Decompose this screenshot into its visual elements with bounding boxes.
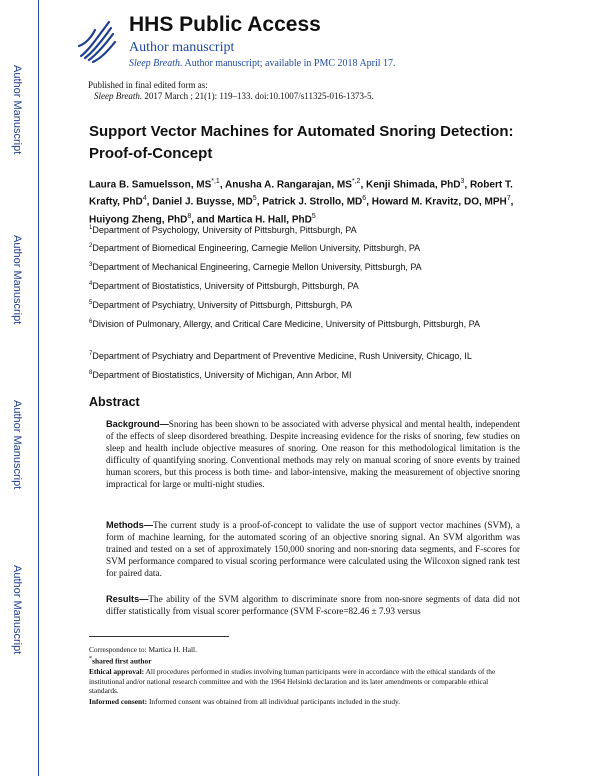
affiliation — [89, 259, 519, 273]
affiliation-num: 4 — [89, 281, 93, 287]
footnote-ethical — [89, 667, 519, 696]
affiliation-text: Department of Biostatistics, University of Michigan, Ann Arbor, MI — [92, 370, 352, 380]
author-name: Martica H. Hall, PhD — [217, 213, 312, 225]
author-name: Huiyong Zheng, PhD — [89, 213, 188, 225]
affiliation-num: 8 — [89, 370, 93, 376]
affiliation — [89, 278, 519, 292]
author-sup: 8 — [187, 212, 192, 220]
affiliation-text: Division of Pulmonary, Allergy, and Critical Care Medicine, University of Pittsburgh, Pittsburgh, PA — [92, 319, 480, 329]
affiliation — [89, 240, 519, 254]
ethical-text: All procedures performed in studies involving human participants were in accordance with the ethical standards of the institutional and/or national research committee and with the 1964 Helsinki declaration and its later amendments or comparable ethical standards. — [89, 667, 496, 695]
abstract-background — [106, 418, 520, 490]
abstract-results — [106, 593, 520, 617]
affiliation-text: Department of Mechanical Engineering, Carnegie Mellon University, Pittsburgh, PA — [92, 262, 422, 272]
author-sup: *,1 — [211, 178, 220, 185]
sidebar-label: Author Manuscript — [11, 65, 23, 155]
results-label: Results— — [106, 594, 149, 604]
sidebar-label: Author Manuscript — [11, 400, 23, 490]
author-sep: , — [146, 196, 153, 208]
affiliation-text: Department of Psychology, University of Pittsburgh, Pittsburgh, PA — [92, 225, 357, 235]
footnote-correspondence: Correspondence to: Martica H. Hall. — [89, 645, 197, 654]
author-sep: , — [256, 196, 263, 208]
author-sup: 3 — [460, 178, 465, 185]
shared-mark: * — [89, 656, 93, 662]
sidebar-label: Author Manuscript — [11, 565, 23, 655]
author-sup: 7 — [506, 195, 511, 203]
footnote-divider — [89, 636, 229, 637]
affiliation — [89, 367, 519, 381]
affiliation — [89, 222, 519, 236]
author-sep: , — [366, 196, 372, 208]
affiliation-num: 2 — [89, 243, 93, 249]
author-sep: , and — [191, 213, 218, 225]
methods-text: The current study is a proof-of-concept to validate the use of support vector machines (SVM), a form of machine learning, for the automated scoring of an objective snoring signal. An SVM algorithm was trained and tested on a set of approximately 150,000 snoring and non-snoring data segments, and F-scores for SVM performance compared to visual scoring performance were calculated using the Wilcoxon signed rank test for paired data. — [106, 520, 520, 578]
header-subtitle: Author manuscript — [129, 40, 235, 55]
header-journal: Sleep Breath. — [129, 58, 183, 69]
consent-label: Informed consent: — [89, 697, 148, 706]
affiliation-num: 3 — [89, 262, 93, 268]
header-title: HHS Public Access — [129, 13, 321, 36]
author-sup: 5 — [311, 212, 316, 220]
author-name: Kenji Shimada, PhD — [366, 179, 461, 191]
abstract-heading: Abstract — [89, 395, 140, 409]
affiliation — [89, 316, 519, 330]
sidebar-divider — [38, 0, 39, 776]
author-sep: , — [510, 196, 514, 208]
footnote-consent — [89, 697, 519, 707]
affiliation-text: Department of Biomedical Engineering, Carnegie Mellon University, Pittsburgh, PA — [92, 243, 421, 253]
ethical-label: Ethical approval: — [89, 667, 145, 676]
hhs-eagle-icon — [75, 16, 117, 64]
background-text: Snoring has been shown to be associated with adverse physical and mental health, independent of the effects of sleep disordered breathing. Despite increasing evidence for the risks of snoring, few studies on sleep and health include objective measures of snoring. One reason for this methodological limitation is the difficulty of quantifying snoring. Conventional methods may rely on manual scoring of snore events by trained human scorers, but this process is both time- and labor-intensive, making the measurement of objective snoring impractical for large or multi-night studies. — [106, 419, 520, 489]
author-name: Robert T. Krafty, PhD — [89, 179, 513, 208]
affiliation-num: 7 — [89, 351, 93, 357]
author-sep: , — [360, 179, 367, 191]
author-name: Daniel J. Buysse, MD — [152, 196, 253, 208]
author-sup: 6 — [362, 195, 367, 203]
author-sup: 4 — [142, 195, 147, 203]
affiliation — [89, 297, 519, 311]
published-line: Published in final edited form as: — [88, 80, 208, 90]
results-text: The ability of the SVM algorithm to discriminate snore from non-snore segments of data did not differ statistically from visual scorer performance (SVM F-score=82.46 ± 7.93 versus — [106, 594, 520, 616]
affiliation-text: Department of Psychiatry and Department of Preventive Medicine, Rush University, Chicago, IL — [92, 351, 472, 361]
affiliation-text: Department of Psychiatry, University of Pittsburgh, Pittsburgh, PA — [92, 300, 353, 310]
author-sep: , — [464, 179, 470, 191]
author-sup: *,2 — [351, 178, 361, 185]
page-title: Support Vector Machines for Automated Snoring Detection: Proof-of-Concept — [89, 123, 514, 162]
citation-text: 2017 March ; 21(1): 119–133. doi:10.1007/s11325-016-1373-5. — [144, 91, 374, 101]
author-sup: 5 — [252, 195, 257, 203]
affiliation-num: 6 — [89, 319, 93, 325]
affiliation — [89, 348, 519, 362]
background-label: Background— — [106, 419, 169, 429]
affiliation-num: 5 — [89, 300, 93, 306]
author-name: Patrick J. Strollo, MD — [262, 196, 363, 208]
header-availability — [129, 58, 396, 69]
citation — [94, 91, 374, 101]
header-availability-text: Author manuscript; available in PMC 2018 April 17. — [184, 58, 396, 69]
sidebar-label: Author Manuscript — [11, 235, 23, 325]
citation-journal: Sleep Breath. — [94, 91, 143, 101]
consent-text: Informed consent was obtained from all individual participants included in the study. — [148, 697, 401, 706]
shared-text: shared first author — [92, 656, 152, 666]
affiliation-num: 1 — [89, 225, 93, 231]
author-name: Laura B. Samuelsson, MS — [89, 179, 212, 191]
author-sep: , — [219, 179, 226, 191]
affiliation-text: Department of Biostatistics, University of Pittsburgh, Pittsburgh, PA — [92, 281, 359, 291]
footnote-shared — [89, 655, 519, 666]
methods-label: Methods— — [106, 520, 153, 530]
author-list — [89, 175, 519, 227]
author-name: Howard M. Kravitz, DO, MPH — [371, 196, 507, 208]
author-name: Anusha A. Rangarajan, MS — [225, 179, 352, 191]
abstract-methods — [106, 519, 520, 579]
